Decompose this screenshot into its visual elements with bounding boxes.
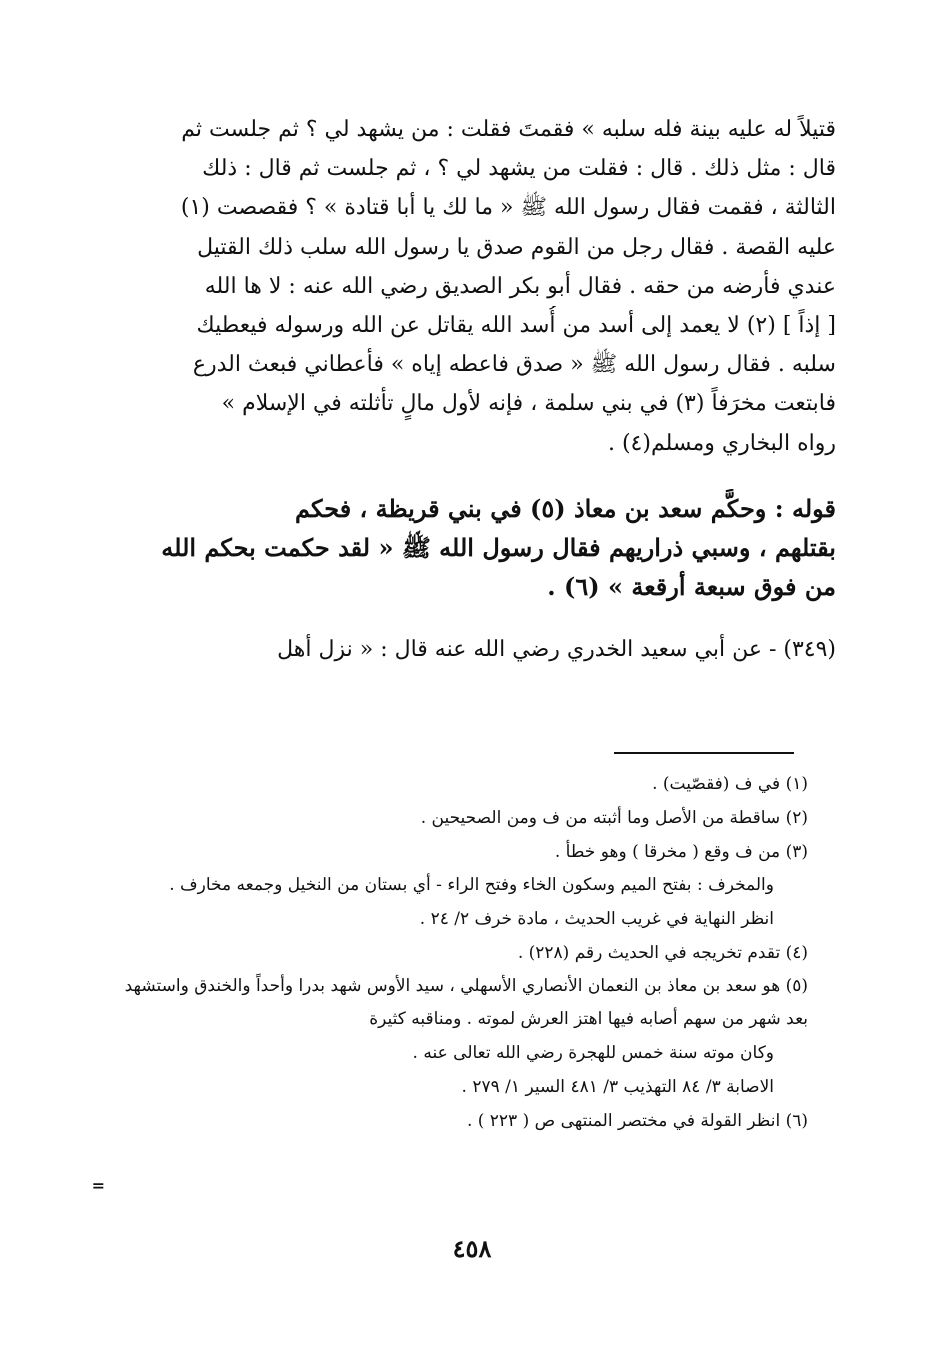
footnote-1: (١) في ف (فقصّيت) . [652,774,808,794]
margin-mark: = [91,1176,105,1195]
body-line: سلبه . فقال رسول الله ﷺ « صدق فاعطه إياه » فأعطاني فبعث الدرع [192,352,836,378]
bold-paragraph [111,489,836,606]
bold-line: من فوق سبعة أرقعة » (٦) . [547,571,836,601]
footnote-3-reference: انظر النهاية في غريب الحديث ، مادة خرف ٢/ ٢٤ . [419,909,774,929]
hadith-start-line: (٣٤٩) - عن أبي سعيد الخدري رضي الله عنه قال : « نزل أهل [277,636,836,662]
footnote-5: (٥) هو سعد بن معاذ بن النعمان الأنصاري الأسهلي ، سيد الأوس شهد بدرا وأحداً والخندق واستشهد بعد شهر من سهم أصابه فيها اهتز العرش لموته . ومناقبه كثيرة [124,976,808,1029]
footnote-2: (٢) ساقطة من الأصل وما أثبته من ف ومن الصحيحين . [420,808,808,828]
footnotes [108,767,808,1138]
body-line: عليه القصة . فقال رجل من القوم صدق يا رسول الله سلب ذلك القتيل [197,234,836,260]
body-line: قتيلاً له عليه بينة فله سلبه » فقمتَ فقلت : من يشهد لي ؟ ثم جلست ثم [181,117,836,142]
body-line: فابتعت مخرَفاً (٣) في بني سلمة ، فإنه لأول مالٍ تأثلته في الإسلام » [221,391,836,417]
body-line: عندي فأرضه من حقه . فقال أبو بكر الصديق رضي الله عنه : لا ها الله [204,273,836,299]
body-line: الثالثة ، فقمت فقال رسول الله ﷺ « ما لك يا أبا قتادة » ؟ فقصصت (١) [180,195,836,221]
footnote-5-continuation: وكان موته سنة خمس للهجرة رضي الله تعالى عنه . [412,1043,774,1063]
main-text [111,110,836,670]
page-number: ٤٥٨ [452,1234,492,1263]
footnote-3-note: والمخرف : بفتح الميم وسكون الخاء وفتح الراء - أي بستان من النخيل وجمعه مخارف . [169,875,774,895]
footnote-separator [614,752,794,754]
body-line: رواه البخاري ومسلم(٤) . [607,430,836,456]
bold-line: بقتلهم ، وسبي ذراريهم فقال رسول الله ﷺ « لقد حكمت بحكم الله [161,532,836,562]
bold-line: قوله : وحكَّم سعد بن معاذ (٥) في بني قريظة ، فحكم [294,493,836,523]
footnote-4: (٤) تقدم تخريجه في الحديث رقم (٢٢٨) . [517,943,808,963]
body-line: [ إذاً ] (٢) لا يعمد إلى أسد من أُسد الله يقاتل عن الله ورسوله فيعطيك [196,312,836,338]
body-line: قال : مثل ذلك . قال : فقلت من يشهد لي ؟ ، ثم جلست ثم قال : ذلك [202,156,836,182]
footnote-3: (٣) من ف وقع ( مخرقا ) وهو خطأ . [554,842,808,862]
footnote-6: (٦) انظر القولة في مختصر المنتهى ص ( ٢٢٣ ) . [466,1111,808,1131]
footnote-5-reference: الاصابة ٣/ ٨٤ التهذيب ٣/ ٤٨١ السير ١/ ٢٧٩ . [461,1077,774,1097]
